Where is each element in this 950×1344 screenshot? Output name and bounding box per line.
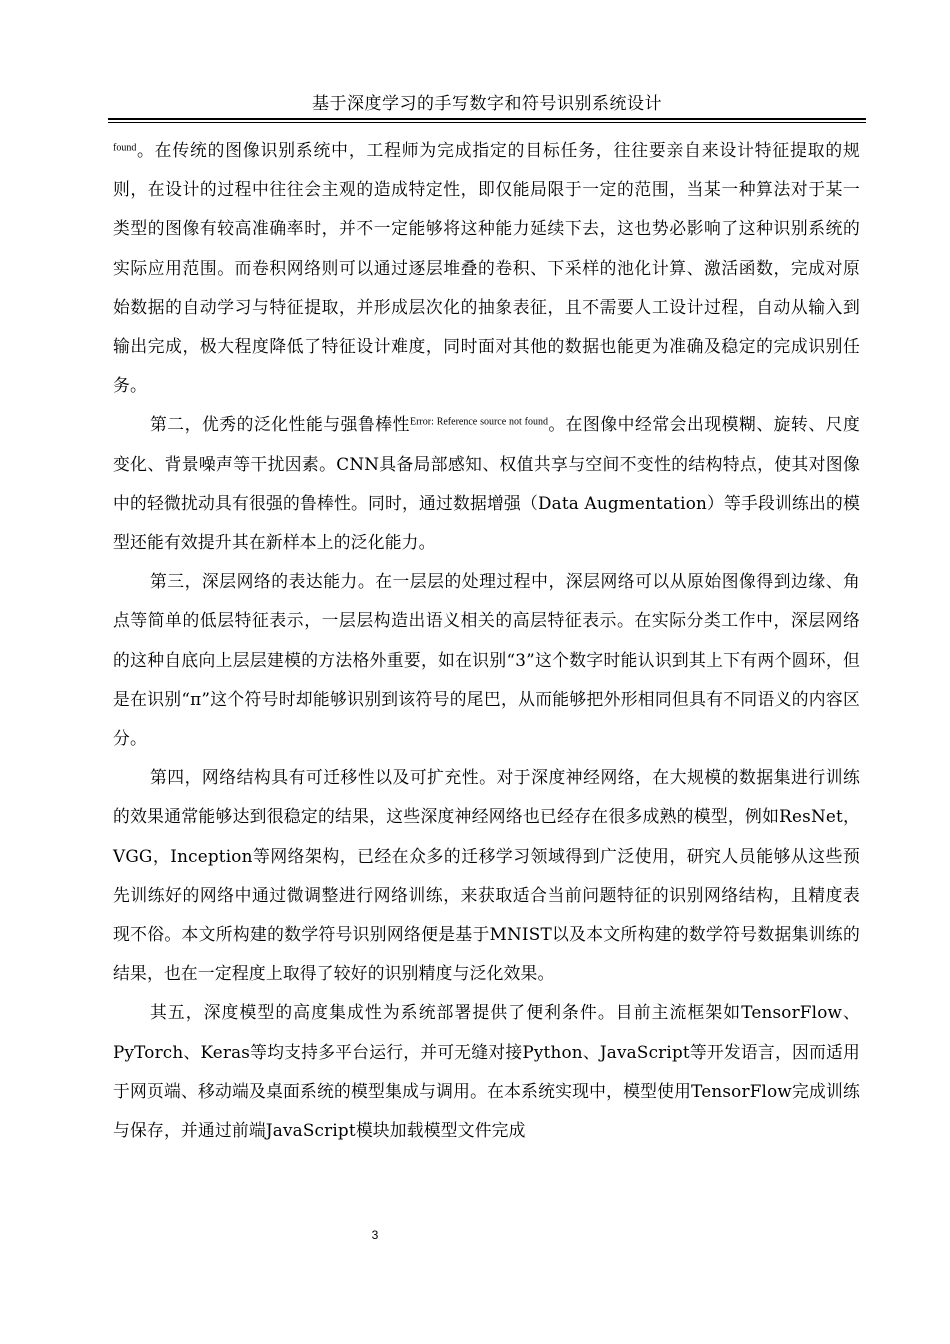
paragraph-fifth: 其五，深度模型的高度集成性为系统部署提供了便利条件。目前主流框架如TensorFlow、PyTorch、Keras等均支持多平台运行，并可无缝对接Python、JavaScript等开发语言，因而适用于网页端、移动端及桌面系统的模型集成与调用。在本系统实现中，模型使用TensorFlow完成训练与保存，并通过前端JavaScript模块加载模型文件完成 xyxy=(113,1002,860,1141)
paragraph-lead: 第二，优秀的泛化性能与强鲁棒性 xyxy=(149,414,410,435)
page-number: 3 xyxy=(371,1228,379,1242)
reference-error-note: Error: Reference source not found xyxy=(409,416,548,428)
paragraph-third: 第三，深层网络的表达能力。在一层层的处理过程中，深层网络可以从原始图像得到边缘、角点等简单的低层特征表示，一层层构造出语义相关的高层特征表示。在实际分类工作中，深层网络的这种自底向上层层建模的方法格外重要，如在识别“3”这个数字时能认识到其上下有两个圆环，但是在识别“π”这个符号时却能够识别到该符号的尾巴，从而能够把外形相同但具有不同语义的内容区分。 xyxy=(113,571,860,749)
running-header: 基于深度学习的手写数字和符号识别系统设计 xyxy=(312,94,662,114)
reference-error-note: found xyxy=(113,142,137,154)
paragraph-text: 。在图像中经常会出现模糊、旋转、尺度变化、背景噪声等干扰因素。CNN具备局部感知、权值共享与空间不变性的结构特点，使其对图像中的轻微扰动具有很强的鲁棒性。同时，通过数据增强（Data Augmentation）等手段训练出的模型还能有效提升其在新样本上的泛化能力。 xyxy=(113,414,860,553)
body-text xyxy=(113,131,860,1150)
paragraph-text: 。在传统的图像识别系统中，工程师为完成指定的目标任务，往往要亲自来设计特征提取的规则，在设计的过程中往往会主观的造成特定性，即仅能局限于一定的范围，当某一种算法对于某一类型的图像有较高准确率时，并不一定能够将这种能力延续下去，这也势必影响了这种识别系统的实际应用范围。而卷积网络则可以通过逐层堆叠的卷积、下采样的池化计算、激活函数，完成对原始数据的自动学习与特征提取，并形成层次化的抽象表征，且不需要人工设计过程，自动从输入到输出完成，极大程度降低了特征设计难度，同时面对其他的数据也能更为准确及稳定的完成识别任务。 xyxy=(113,140,860,396)
header-rule-thin xyxy=(108,122,866,123)
header-rule-thick xyxy=(108,118,866,120)
paragraph-fourth: 第四，网络结构具有可迁移性以及可扩充性。对于深度神经网络，在大规模的数据集进行训练的效果通常能够达到很稳定的结果，这些深度神经网络也已经存在很多成熟的模型，例如ResNet，VGG，Inception等网络架构，已经在众多的迁移学习领域得到广泛使用，研究人员能够从这些预先训练好的网络中通过微调整进行网络训练，来获取适合当前问题特征的识别网络结构，且精度表现不俗。本文所构建的数学符号识别网络便是基于MNIST以及本文所构建的数学符号数据集训练的结果，也在一定程度上取得了较好的识别精度与泛化效果。 xyxy=(113,767,860,984)
paragraph-second xyxy=(113,405,860,562)
paragraph-continuation xyxy=(113,131,860,405)
